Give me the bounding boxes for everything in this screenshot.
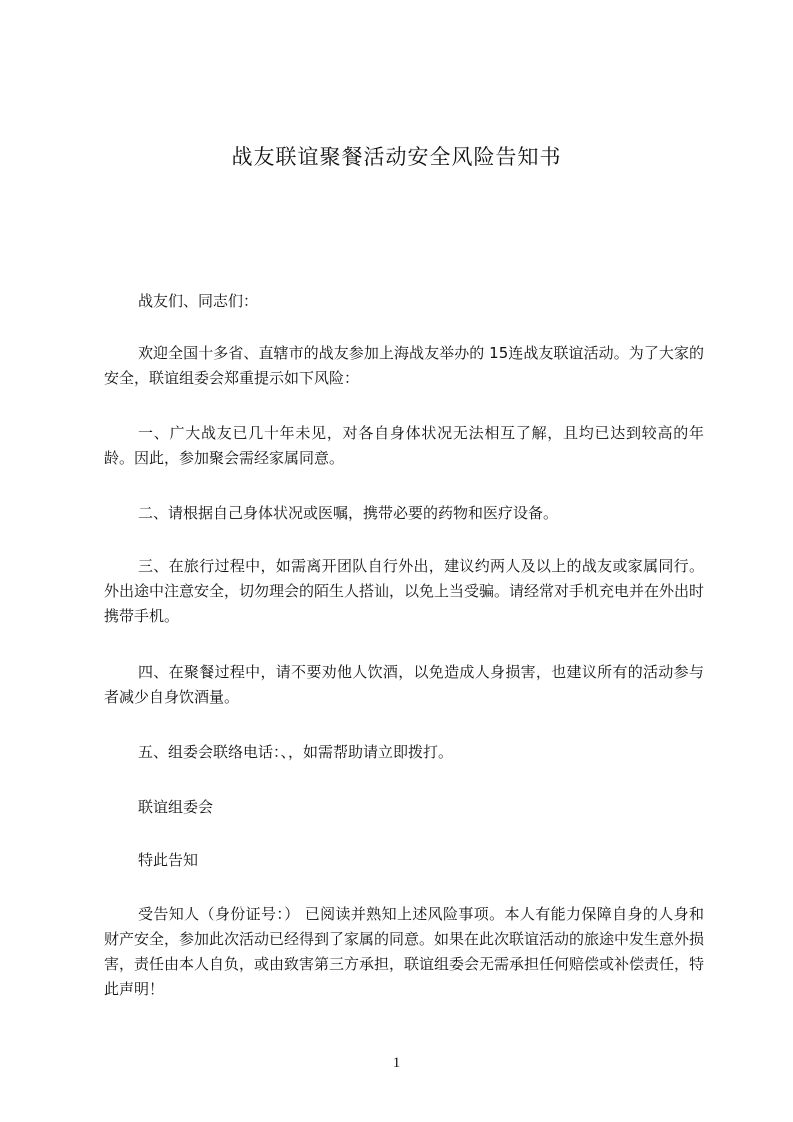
risk-item-5: 五、组委会联络电话：、，如需帮助请立即拨打。 xyxy=(138,743,454,761)
notice-line: 特此告知 xyxy=(138,851,199,869)
risk-item-2: 二、请根据自己身体状况或医嘱，携带必要的药物和医疗设备。 xyxy=(138,504,559,522)
risk-item-1: 一、广大战友已几十年未见，对各自身体状况无法相互了解，且均已达到较高的年龄。因此，参加聚会需经家属同意。 xyxy=(104,424,704,467)
document-title: 战友联谊聚餐活动安全风险告知书 xyxy=(231,145,562,169)
organizer-signature: 联谊组委会 xyxy=(138,798,214,816)
salutation: 战友们、同志们： xyxy=(138,292,259,310)
risk-item-3: 三、在旅行过程中，如需离开团队自行外出，建议约两人及以上的战友或家属同行。外出途中注意安全，切勿理会的陌生人搭讪，以免上当受骗。请经常对手机充电并在外出时携带手机。 xyxy=(104,557,705,625)
intro-paragraph: 欢迎全国十多省、直辖市的战友参加上海战友举办的 15连战友联谊活动。为了大家的安全，联谊组委会郑重提示如下风险： xyxy=(104,344,704,387)
risk-item-4: 四、在聚餐过程中，请不要劝他人饮酒，以免造成人身损害，也建议所有的活动参与者减少自身饮酒量。 xyxy=(104,663,704,706)
acknowledgement-paragraph: 受告知人（身份证号：） 已阅读并熟知上述风险事项。本人有能力保障自身的人身和财产安全，参加此次活动已经得到了家属的同意。如果在此次联谊活动的旅途中发生意外损害，责任由本人自负，或由致害第三方承担，联谊组委会无需承担任何赔偿或补偿责任，特此声明！ xyxy=(104,905,705,998)
page-number: 1 xyxy=(392,1055,401,1071)
